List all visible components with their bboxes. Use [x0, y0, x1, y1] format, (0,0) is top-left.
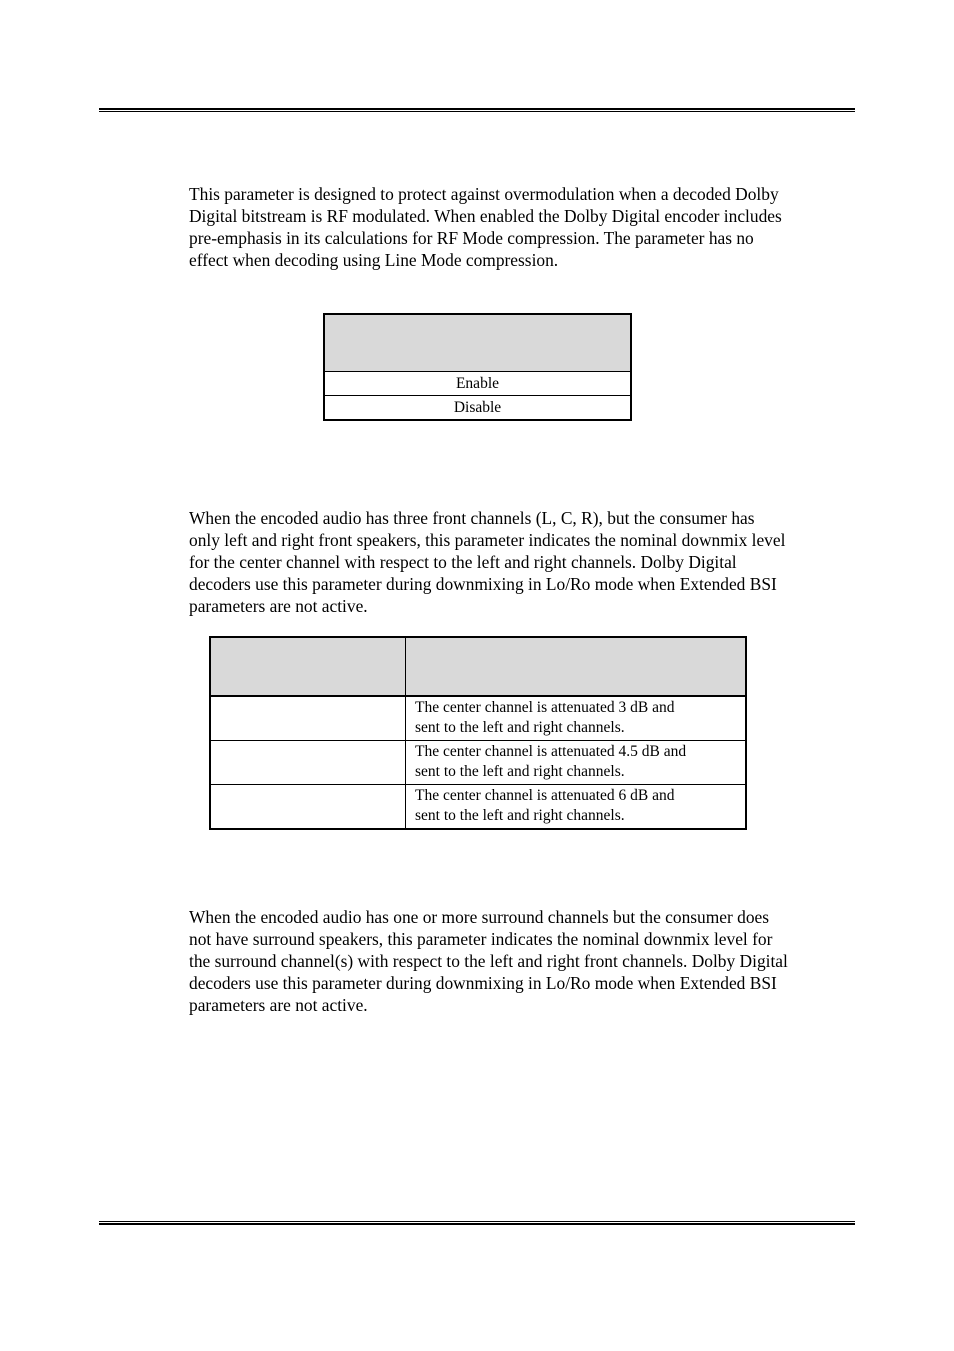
table-header-setting [210, 637, 406, 696]
header-rule-thick [99, 108, 855, 110]
text-line: for the center channel with respect to the left and right channels. Dolby Digital [189, 552, 737, 572]
text-line: sent to the left and right channels. [415, 807, 625, 824]
text-line: only left and right front speakers, this parameter indicates the nominal downmix level [189, 530, 786, 550]
description-cell [406, 696, 747, 741]
table-row [210, 785, 746, 830]
table-header-cell [324, 314, 631, 372]
center-downmix-level-table [209, 636, 747, 830]
text-line: decoders use this parameter during downmixing in Lo/Ro mode when Extended BSI [189, 973, 777, 993]
setting-cell [210, 696, 406, 741]
option-enable: Enable [324, 372, 631, 396]
paragraph-center-downmix [189, 507, 857, 617]
paragraph-surround-downmix [189, 906, 857, 1016]
text-line: This parameter is designed to protect against overmodulation when a decoded Dolby [189, 184, 779, 204]
table-row [210, 696, 746, 741]
text-line: Digital bitstream is RF modulated. When enabled the Dolby Digital encoder includes [189, 206, 782, 226]
text-line: The center channel is attenuated 3 dB and [415, 699, 675, 716]
text-line: the surround channel(s) with respect to the left and right front channels. Dolby Digital [189, 951, 788, 971]
description-cell [406, 785, 747, 830]
text-line: The center channel is attenuated 6 dB and [415, 787, 675, 804]
footer-rule-thin [99, 1221, 855, 1222]
option-disable: Disable [324, 396, 631, 421]
text-line: When the encoded audio has one or more surround channels but the consumer does [189, 907, 769, 927]
text-line: sent to the left and right channels. [415, 719, 625, 736]
text-line: decoders use this parameter during downmixing in Lo/Ro mode when Extended BSI [189, 574, 777, 594]
rf-protection-options-table [323, 313, 632, 421]
description-cell [406, 741, 747, 785]
text-line: pre-emphasis in its calculations for RF Mode compression. The parameter has no [189, 228, 754, 248]
table-row [210, 741, 746, 785]
footer-rule-thick [99, 1223, 855, 1225]
text-line: When the encoded audio has three front channels (L, C, R), but the consumer has [189, 508, 755, 528]
setting-cell [210, 741, 406, 785]
text-line: not have surround speakers, this parameter indicates the nominal downmix level for [189, 929, 773, 949]
text-line: sent to the left and right channels. [415, 763, 625, 780]
text-line: parameters are not active. [189, 995, 368, 1015]
text-line: The center channel is attenuated 4.5 dB and [415, 743, 687, 760]
text-line: effect when decoding using Line Mode compression. [189, 250, 559, 270]
header-rule-thin [99, 111, 855, 112]
text-line: parameters are not active. [189, 596, 368, 616]
setting-cell [210, 785, 406, 830]
paragraph-rf-overmodulation [189, 183, 857, 271]
table-header-description [406, 637, 747, 696]
